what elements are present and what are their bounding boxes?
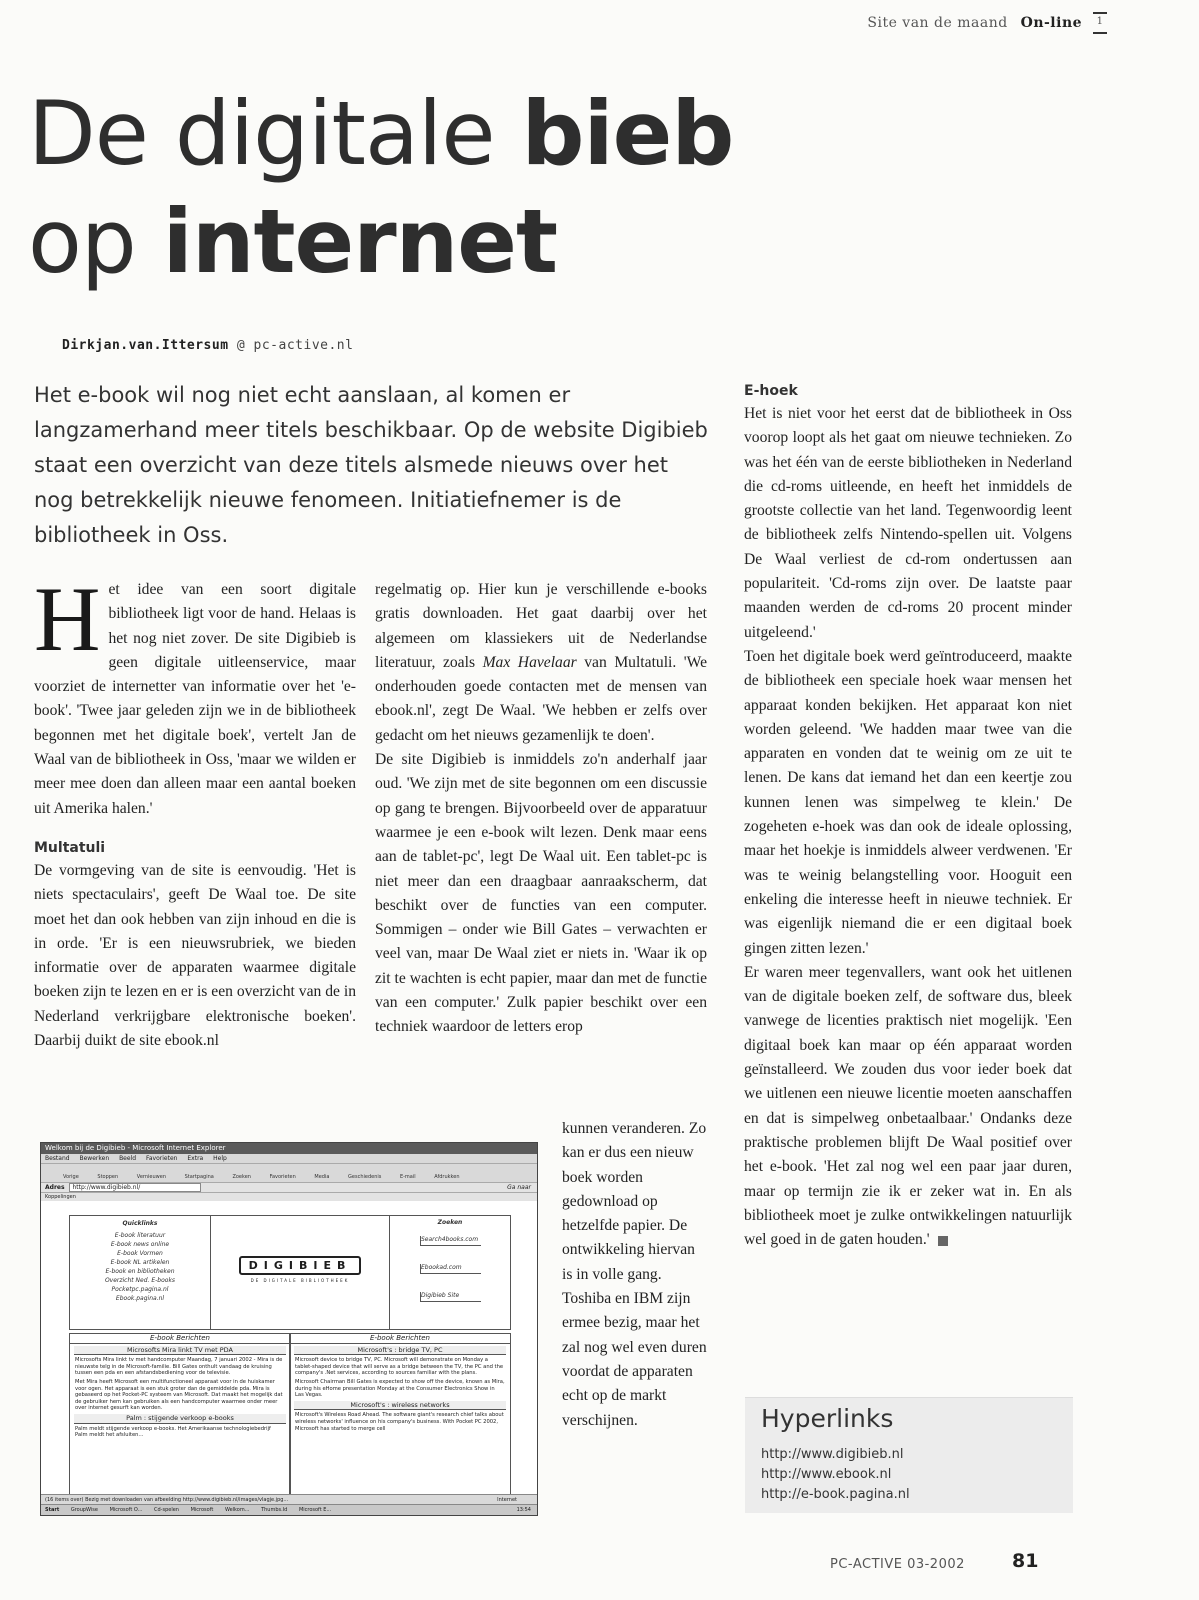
quicklink[interactable]: Ebook.pagina.nl — [115, 1295, 165, 1302]
news-text: Microsofts Mira linkt tv met handcomputer Maandag, 7 januari 2002 - Mira is de nieuwste telg in de Microsoft-familie. Bill Gates onthult vandaag de kruising tussen een pda en een afstandsbediening voor de televisie. — [75, 1357, 283, 1377]
article-column-2-continued — [562, 1117, 707, 1433]
toolbar — [41, 1163, 537, 1182]
paragraph: kunnen veranderen. Zo kan er dus een nieuw boek worden gedownload op hetzelfde papier. De ontwikkeling hiervan is in volle gang. Toshiba en IBM zijn ermee bezig, maar het zal nog wel even duren voordat de apparaten echt op de markt verschijnen. — [562, 1120, 707, 1429]
hyperlinks-title: Hyperlinks — [761, 1404, 894, 1433]
search-link[interactable]: Digibieb Site — [420, 1292, 481, 1302]
hyperlinks-box — [745, 1397, 1073, 1513]
news-item-title[interactable]: Microsoft's : wireless networks — [294, 1401, 506, 1411]
hyperlink[interactable]: http://www.ebook.nl — [761, 1467, 892, 1482]
toolbar-button[interactable]: Zoeken — [232, 1174, 251, 1180]
footer-magazine: PC-ACTIVE 03-2002 — [830, 1557, 965, 1572]
taskbar-item[interactable]: Thumbs.Id — [261, 1507, 288, 1513]
paragraph: regelmatig op. Hier kun je verschillende e-books gratis downloaden. Het gaat daarbij over het algemeen om klassiekers uit de Nederlandse literatuur, zoals Max Havelaar van Multatuli. 'We onderhouden goede contacten met de mensen van ebook.nl', zegt De Waal. 'We hebben er zelfs over gedacht om het nieuws gezamenlijk te doen'. — [375, 581, 707, 744]
quicklinks-panel — [69, 1215, 211, 1330]
toolbar-button[interactable]: Stoppen — [97, 1174, 119, 1180]
search-link[interactable]: Ebookad.com — [420, 1264, 481, 1274]
news-text: Microsoft device to bridge TV, PC. Microsoft will demonstrate on Monday a tablet-shaped device that will serve as a bridge between the TV, the PC and the company's .Net services, according to sources familiar with the plans. — [295, 1357, 504, 1377]
links-bar: Koppelingen — [41, 1192, 537, 1201]
search-link[interactable]: Search4books.com — [420, 1236, 481, 1246]
menu-item[interactable]: Extra — [187, 1155, 204, 1162]
section-label: Site van de maand — [867, 15, 1008, 31]
taskbar-item[interactable]: Cd-spelen — [154, 1507, 179, 1513]
section-mark: 1 — [1093, 12, 1107, 34]
paragraph: Het idee van een soort digitale bibliotheek ligt voor de hand. Helaas is het nog niet zover. De site Digibieb is geen digitale uitleenservice, maar voorziet de internetter van informatie over het 'e-book'. 'Twee jaar geleden zijn we in de bibliotheek begonnen met het digitale boek', vertelt Jan de Waal van de bibliotheek in Oss, 'maar we wilden er meer mee doen dan alleen maar een aantal boeken uit Amerika halen.' — [34, 568, 356, 817]
title-line2: op internet — [28, 190, 558, 293]
menu-item[interactable]: Favorieten — [145, 1155, 178, 1162]
page-content — [41, 1209, 537, 1495]
menu-item[interactable]: Bewerken — [79, 1155, 110, 1162]
news-text: Palm meldt stijgende verkoop e-books. Het Amerikaanse technologiebedrijf Palm meldt het afsluiten... — [75, 1425, 271, 1439]
taskbar-item[interactable]: Microsoft E... — [298, 1507, 332, 1513]
article-title — [28, 80, 733, 296]
taskbar — [41, 1504, 537, 1515]
digibieb-logo — [211, 1215, 389, 1330]
news-item-title[interactable]: Microsofts Mira linkt TV met PDA — [74, 1346, 286, 1356]
news-text: Microsoft's Wireless Road Ahead. The software giant's research chief talks about wireless networks' influence on his company's business. With Pocket PC 2002, Microsoft has started to merge cell — [295, 1412, 504, 1432]
news-pane-right — [289, 1333, 511, 1500]
address-input[interactable]: http://www.digibieb.nl/ — [69, 1183, 201, 1192]
end-mark-icon — [938, 1236, 948, 1246]
hyperlinks-list — [761, 1445, 1073, 1505]
news-pane-left — [69, 1333, 291, 1500]
go-button[interactable]: Ga naar — [507, 1184, 531, 1191]
page-header — [867, 12, 1107, 34]
search-title: Zoeken — [437, 1219, 463, 1226]
taskbar-item[interactable]: Microsoft — [190, 1507, 214, 1513]
lead-paragraph: Het e-book wil nog niet echt aanslaan, al komen er langzamerhand meer titels beschikbaar. Op de website Digibieb staat een overzicht van deze titels alsmede nieuws over het nog betrekkelijk nieuwe fenomeen. Initiatiefnemer is de bibliotheek in Oss. — [34, 383, 708, 547]
toolbar-button[interactable]: Favorieten — [269, 1174, 296, 1180]
address-bar — [41, 1182, 537, 1192]
toolbar-button[interactable]: Media — [314, 1174, 330, 1180]
paragraph: Toen het digitale boek werd geïntroduceerd, maakte de bibliotheek een speciale hoek waar mensen het apparaat konden bekijken. Het apparaat kon niet worden geleend. 'We hadden maar twee van die apparaten en vonden dat te weinig om ze uit te lenen. De kans dat iemand het dan een keertje zou kunnen lenen was simpelweg te klein.' De zogeheten e-hoek was dan ook de ideale oplossing, maar het hoekje is inmiddels alweer verdwenen. 'Er was te weinig belangstelling voor. Hooguit een enkeling die interesse heeft in nieuwe techniek. Er was eigenlijk niemand die er een digitaal boek gingen zitten lezen.' — [744, 647, 1072, 957]
subheading-ehoek: E-hoek — [744, 383, 798, 399]
taskbar-item[interactable]: Welkom... — [224, 1507, 250, 1513]
taskbar-item[interactable]: Microsoft O... — [109, 1507, 143, 1513]
status-zone: Internet — [497, 1497, 517, 1503]
paragraph: Er waren meer tegenvallers, want ook het uitlenen van de digitale boeken zelf, de software dus, bleek vanwege de licenties praktisch niet mogelijk. 'Een digitaal boek kan maar op één apparaat worden geïnstalleerd. We zouden dus voor ieder boek dat we uitlenen een nieuwe licentie moeten aanschaffen en dat is simpelweg onbetaalbaar.' Ondanks deze praktische problemen blijft De Waal positief over het e-book. 'Het zal nog wel een paar jaar duren, maar op termijn zie ik er zeker wat in. En als bibliotheek moet je zulke ontwikkelingen natuurlijk wel goed in de gaten houden.' — [744, 963, 1072, 1249]
menu-item[interactable]: Bestand — [45, 1155, 70, 1162]
category-label: On-line — [1020, 15, 1083, 31]
menu-item[interactable]: Help — [213, 1155, 227, 1162]
toolbar-button[interactable]: E-mail — [399, 1174, 416, 1180]
title-line1: De digitale bieb — [28, 82, 734, 185]
toolbar-button[interactable]: Vorige — [63, 1174, 79, 1180]
paragraph: Het is niet voor het eerst dat de bibliotheek in Oss voorop loopt als het gaat om nieuwe technieken. Zo was het één van de eerste bibliotheken in Nederland die cd-roms uitleende, en heeft het inmiddels de grootste collectie van het land. Tegenwoordig leent de bibliotheek zelfs Nintendo-spellen uit. Volgens De Waal verliest de cd-rom ondertussen aan populariteit. 'Cd-roms zijn over. De laatste paar maanden werden de cd-roms 20 procent minder uitgeleend.' — [744, 405, 1072, 641]
paragraph: De site Digibieb is inmiddels zo'n anderhalf jaar oud. 'We zijn met de site begonnen om een discussie op gang te brengen. Bijvoorbeeld over de apparatuur waarmee je een e-book wilt lezen. Denk maar eens aan de tablet-pc', legt De Waal uit. Een tablet-pc is niet meer dan een draagbaar aanraakscherm, dat beschikt over de functies van een computer. Sommigen – onder wie Bill Gates – verwachten er veel van, maar De Waal ziet er niets in. 'Waar ik op zit te wachten is echt papier, maar dan met de functie van een computer.' Zulk papier beschikt over een techniek waardoor de letters erop — [375, 751, 707, 1036]
news-text: Microsoft Chairman Bill Gates is expected to show off the device, known as Mira, during his eHome presentation Monday at the Consumer Electronics Show in Las Vegas. — [295, 1378, 505, 1399]
quicklink[interactable]: E-book Vormen — [117, 1250, 163, 1257]
logo-subtitle: DE DIGITALE BIBLIOTHEEK — [250, 1278, 350, 1283]
logo-text: DIGIBIEB — [239, 1256, 362, 1275]
hyperlink[interactable]: http://e-book.pagina.nl — [761, 1487, 910, 1502]
drop-cap: H — [34, 568, 101, 670]
search-panel — [389, 1215, 511, 1330]
toolbar-button[interactable]: Geschiedenis — [348, 1174, 382, 1180]
quicklink[interactable]: E-book literatuur — [114, 1232, 166, 1239]
clock: 13:54 — [516, 1507, 531, 1513]
subheading-multatuli: Multatuli — [34, 839, 106, 856]
window-title: Welkom bij de Digibieb - Microsoft Internet Explorer — [41, 1143, 537, 1154]
start-button[interactable]: Start — [45, 1507, 60, 1513]
quicklink[interactable]: E-book en bibliotheken — [105, 1268, 175, 1275]
taskbar-item[interactable]: GroupWise — [70, 1507, 98, 1513]
quicklink[interactable]: E-book news online — [110, 1241, 170, 1248]
pane-title: E-book Berichten — [290, 1334, 510, 1344]
quicklinks-title: Quicklinks — [122, 1220, 158, 1227]
hyperlink[interactable]: http://www.digibieb.nl — [761, 1447, 904, 1462]
address-label: Adres — [45, 1184, 65, 1191]
news-item-title[interactable]: Palm : stijgende verkoop e-books — [74, 1414, 286, 1424]
article-column-3 — [744, 380, 1072, 1252]
quicklink[interactable]: Overzicht Ned. E-books — [104, 1277, 176, 1284]
status-text: (16 items over) Bezig met downloaden van afbeelding http://www.digibieb.nl/images/vlagje.jpg... — [45, 1497, 289, 1503]
toolbar-button[interactable]: Vernieuwen — [136, 1174, 166, 1180]
article-column-1 — [34, 568, 356, 1053]
paragraph: De vormgeving van de site is eenvoudig. 'Het is niets spectaculairs', geeft De Waal toe. De site moet het dan ook hebben van zijn inhoud en die is in orde. 'Er is een nieuwsrubriek, we bieden informatie over de apparaten waarmee digitale boeken zijn te lezen en er is een overzicht van de in Nederland verkrijgbare elektronische boeken'. Daarbij duikt de site ebook.nl — [34, 861, 356, 1050]
quicklink[interactable]: Pocketpc.pagina.nl — [111, 1286, 169, 1293]
pane-title: E-book Berichten — [70, 1334, 290, 1344]
menu-bar — [41, 1154, 537, 1163]
byline: Dirkjan.van.Ittersum @ pc-active.nl — [62, 338, 354, 353]
toolbar-button[interactable]: Afdrukken — [434, 1174, 460, 1180]
news-item-title[interactable]: Microsoft's : bridge TV, PC — [294, 1346, 506, 1356]
menu-item[interactable]: Beeld — [119, 1155, 137, 1162]
toolbar-button[interactable]: Startpagina — [184, 1174, 214, 1180]
article-column-2 — [375, 578, 707, 1040]
page-number: 81 — [1012, 1550, 1039, 1572]
news-text: Met Mira heeft Microsoft een multifunctioneel apparaat voor in de huiskamer voor ogen. Het apparaat is een stuk groter dan de gemiddelde pda. Mira is gebaseerd op het Pocket-PC systeem van Microsoft. Dat maakt het mogelijk dat de gebruiker hem kan gebruiken als een handcomputer waarmee onder meer over internet gesurft kan worden. — [75, 1378, 283, 1412]
quicklink[interactable]: E-book NL artikelen — [110, 1259, 170, 1266]
browser-screenshot — [40, 1142, 538, 1516]
